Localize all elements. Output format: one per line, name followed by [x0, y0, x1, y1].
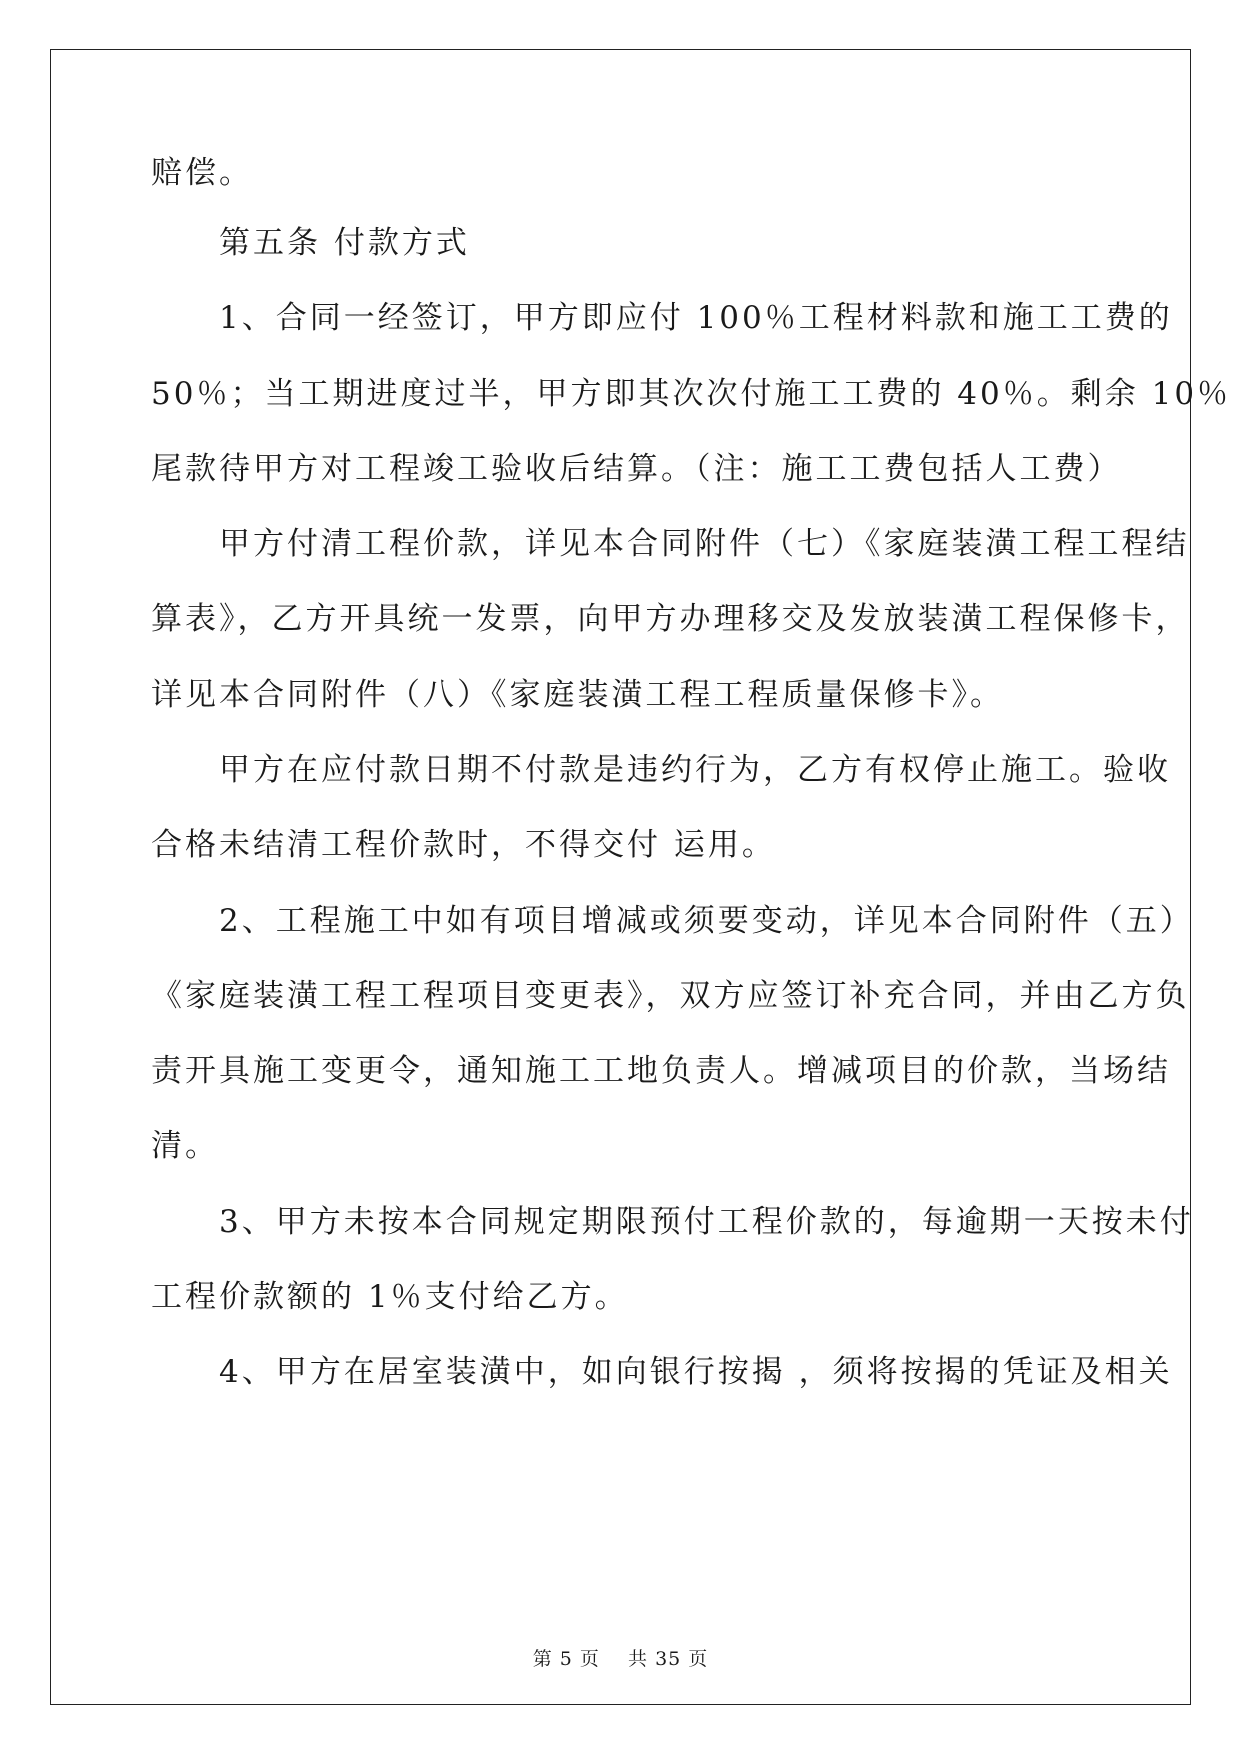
text-line: 2、工程施工中如有项目增减或须要变动，详见本合同附件（五）	[151, 903, 1194, 939]
text-line: 甲方付清工程价款，详见本合同附件（七）《家庭装潢工程工程结	[151, 526, 1190, 562]
text-line: 详见本合同附件（八）《家庭装潢工程工程质量保修卡》。	[151, 677, 1004, 713]
text-line: 责开具施工变更令，通知施工工地负责人。增减项目的价款，当场结	[151, 1053, 1171, 1089]
text-line: 4、甲方在居室装潢中，如向银行按揭 ，须将按揭的凭证及相关	[151, 1354, 1173, 1390]
text-line: 清。	[151, 1128, 219, 1164]
text-line: 尾款待甲方对工程竣工验收后结算。（注：施工工费包括人工费）	[151, 451, 1122, 487]
page-number-footer: 第 5 页 共 35 页	[532, 1648, 709, 1670]
text-line: 合格未结清工程价款时，不得交付 运用。	[151, 827, 776, 863]
text-line: 《家庭装潢工程工程项目变更表》，双方应签订补充合同，并由乙方负	[151, 978, 1190, 1014]
text-line: 50％；当工期进度过半，甲方即其次次付施工工费的 40％。剩余 10％	[151, 376, 1232, 412]
section-heading: 第五条 付款方式	[151, 225, 470, 261]
text-line: 赔偿。	[151, 155, 253, 191]
text-line: 3、甲方未按本合同规定期限预付工程价款的，每逾期一天按未付	[151, 1204, 1194, 1240]
text-line: 工程价款额的 1％支付给乙方。	[151, 1279, 629, 1315]
text-line: 甲方在应付款日期不付款是违约行为，乙方有权停止施工。验收	[151, 752, 1171, 788]
text-line: 算表》，乙方开具统一发票，向甲方办理移交及发放装潢工程保修卡，	[151, 601, 1190, 637]
text-line: 1、合同一经签订，甲方即应付 100％工程材料款和施工工费的	[151, 300, 1173, 336]
